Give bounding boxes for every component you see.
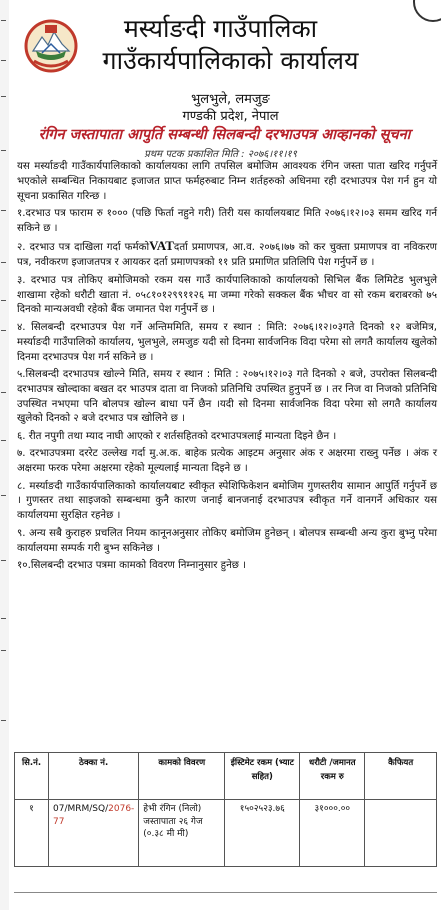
- col-header-contract-no: ठेक्का नं.: [49, 753, 139, 800]
- condition-2: [17, 239, 437, 271]
- cell-sn: १: [15, 800, 49, 867]
- cell-contract-no: [49, 800, 139, 867]
- condition-8: ८. मर्स्याङदी गाउँकार्यपालिकाको कार्यालयबाट स्वीकृत स्पेशिफिकेशन बमोजिम गुणस्तरीय सामान आपुर्ति गर्नुपर्ने छ । गुणस्तर तथा साइजको सम्बन्धमा कुनै कारण जनाई बानजनाई दरभाउपत्र स्वीकृत गर्ने वानगर्ने अधिकार यस कार्यालयमा सुरक्षित रहनेछ ।: [17, 480, 437, 522]
- office-name: गाउँकार्यपालिकाको कार्यालय: [102, 46, 359, 75]
- condition-5: ५.सिलबन्दी दरभाउपत्र खोल्ने मिति, समय र स्थान : मिति : २०७५।१२।०३ गते दिनको २ बजे, उपरोक्त सिलबन्दी दरभाउपत्र खोल्दाका बखत दर भाउपत्र दाता वा निजको प्रतिनिधि उपस्थित हुनुपर्ने छ । तर निज वा निजको प्रतिनिधि उपस्थित नभएमा पनि बोलपत्र खोल्न बाधा पर्ने छैन ।यदी सो दिनमा सार्वजनिक विदा परेमा सो लगतै कार्यालय खुलेको दिनको २ बजे दरभाउ पत्र खोलिने छ ।: [17, 368, 437, 425]
- published-date: प्रथम पटक प्रकाशित मिति : २०७६।११।१९: [144, 149, 297, 160]
- condition-2-lead: २. दरभाउ पत्र दाखिला गर्दा फर्मको: [17, 242, 150, 254]
- notice-body: [17, 160, 437, 576]
- bottom-rule: [14, 892, 437, 893]
- work-details-table: [14, 752, 437, 867]
- col-header-remarks: कैफियत: [365, 753, 437, 800]
- cell-remarks: [365, 800, 437, 867]
- cell-deposit: ३१०००.००: [300, 800, 365, 867]
- condition-9: ९. अन्य सबै कुराहरु प्रचलित नियम कानूनअनुसार तोकिए बमोजिम हुनेछन् । बोलपत्र सम्बन्धी अन्य कुरा बुभ्नु परेमा कार्यालयमा सम्पर्क गरी बुभ्न सकिनेछ ।: [17, 527, 437, 554]
- condition-4: ४. सिलबन्दी दरभाउपत्र पेश गर्ने अन्तिममिति, समय र स्थान : मिति: २०७६।१२।०३गते दिनको १२ बजेमित्र, मर्स्याङदी गाउँपालिको कार्यालय, भुलभुले, लमजुङ यदी सो दिनमा सार्वजनिक विदा परेमा सो लगतै कार्यालय खुलेको दिनमा दरभाउपत्र पेश गर्न सकिने छ ।: [17, 321, 437, 363]
- vat-label: VAT: [149, 238, 174, 254]
- col-header-sn: सि.नं.: [15, 753, 49, 800]
- contract-fiscal-year: 2076-77: [53, 804, 135, 827]
- cell-description: हेभी रंगिन (निलो) जस्तापाता २६ गेज (०.३८ मी मी): [139, 800, 225, 867]
- col-header-deposit: धरौटी /जमानत रकम रु: [300, 753, 365, 800]
- table-header-row: [15, 753, 437, 800]
- condition-1: १.दरभाउ पत्र फाराम रु १००० (पछि फिर्ता नहुने गरी) तिरी यस कार्यालयबाट मिति २०७६।१२।०३ समम खरिद गर्न सकिने छ ।: [17, 208, 437, 234]
- condition-6: ६. रीत नपुगी तथा म्याद नाघी आएको र शर्तसहितको दरभाउपत्रलाई मान्यता दिइने छैन ।: [17, 430, 337, 442]
- table-row: [15, 800, 437, 867]
- condition-7: ७. दरभाउपत्रमा दररेट उल्लेख गर्दा मु.अ.क. बाहेक प्रत्येक आइटम अनुसार अंक र अक्षरमा राख्नु पर्नेछ । अंक र अक्षरमा फरक परेमा अक्षरमा रहेको मूल्यलाई मान्यता दिइने छ ।: [17, 448, 437, 475]
- notice-title: रंगिन जस्तापाता आपुर्ति सम्बन्धी सिलबन्दी दरभाउपत्र आव्हानको सूचना: [38, 127, 411, 143]
- contract-code: 07/MRM/SQ/: [53, 804, 109, 814]
- municipality-name: मर्स्याङदी गाउँपालिका: [123, 14, 318, 43]
- office-location: भुलभुले, लमजुङ: [191, 92, 270, 107]
- condition-2-rest: दर्ता प्रमाणपत्र, आ.व. २०७६।७७ को कर चुक्ता प्रमाणपत्र वा नविकरण पत्र, नवीकरण इजाजतपत्र र आयकर दर्ता प्रमाणपत्रको ११ प्रति प्रमाणित प्रतिलिपि पेश गर्नुपर्ने छ ।: [17, 242, 438, 269]
- condition-3: ३. दरभाउ पत्र तोकिए बमोजिमको रकम यस गाउँ कार्यपालिकाको कार्यालयको सिभिल बैंक लिमिटेड भुलभुले शाखामा रहेको धरौटी खाता नं. ०५८१०१२९९११२६ मा जम्मा गरेको सक्कल बैंक भौचर वा सो रकम बराबरको ७५ दिनको मान्यअवधी रहेको बैंक जमानत पेश गर्नुपर्ने छ ।: [17, 274, 437, 316]
- province-country: गण्डकी प्रदेश, नेपाल: [182, 109, 279, 124]
- binding-edge: [0, 0, 9, 910]
- cell-estimate: १५०२५२३.७६: [225, 800, 300, 867]
- condition-10: १०.सिलबन्दी दरभाउ पत्रमा कामको विवरण निम्नानुसार हुनेछ ।: [17, 560, 246, 572]
- intro-paragraph: यस मर्स्याङदी गाउँकार्यपालिकाको कार्यालयका लागि तपसिल बमोजिम आवश्यक रंगिन जस्ता पाता खरिद गर्नुपर्ने भएकोले सम्बन्धित निकायबाट इजाजत प्राप्त फर्महरुबाट निम्न शर्तहरुको अधिनमा रही दरभाउपत्र पेश गर्न हुन यो सूचना प्रकासित गरिन्छ ।: [17, 161, 437, 202]
- col-header-estimate: ईस्टिमेट रकम (भ्याट सहित): [225, 753, 300, 800]
- col-header-description: कामको विवरण: [139, 753, 225, 800]
